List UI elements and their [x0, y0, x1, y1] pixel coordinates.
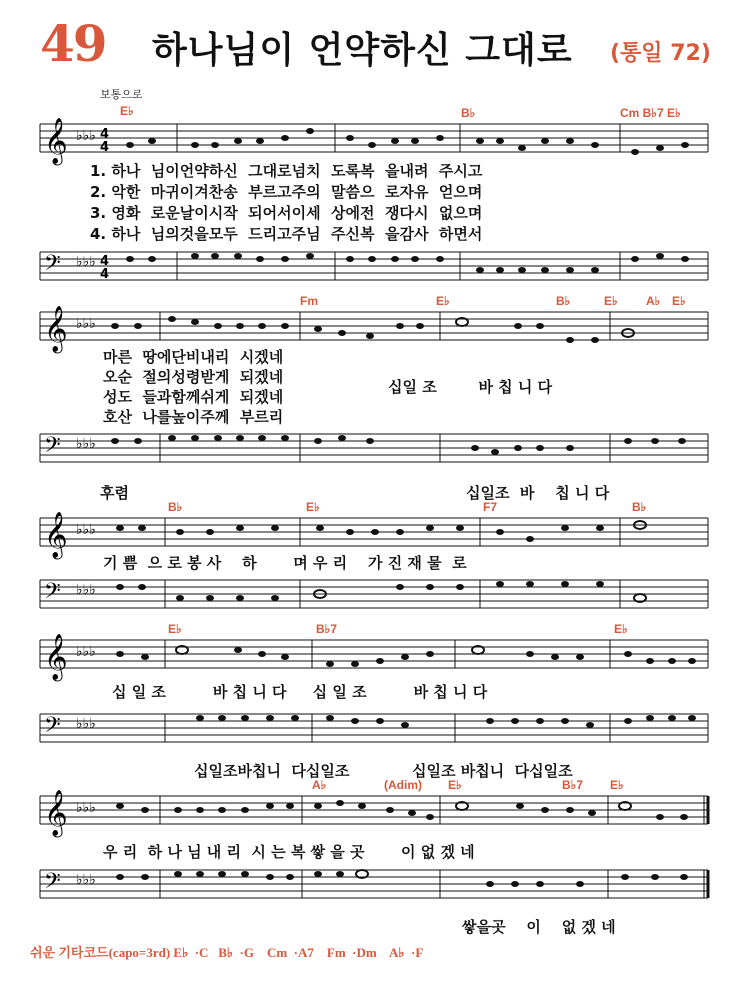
chord-label: E♭	[614, 622, 628, 636]
svg-text:𝄢: 𝄢	[44, 869, 61, 899]
hymn-number: 49	[40, 14, 106, 73]
tempo-marking: 보통으로	[100, 88, 143, 101]
svg-text:♭♭♭: ♭♭♭	[76, 316, 96, 332]
chord-label: F7	[483, 500, 498, 514]
svg-text:♭♭♭: ♭♭♭	[76, 128, 96, 144]
svg-text:♭♭♭: ♭♭♭	[76, 716, 96, 732]
svg-text:𝄞: 𝄞	[44, 512, 68, 558]
verse-1-lyrics: 1. 하나 님이언약하신 그대로넘치 도록복 을내려 주시고	[90, 162, 483, 180]
svg-text:4: 4	[100, 267, 110, 282]
hymn-title: 하나님이 언약하신 그대로	[152, 30, 573, 71]
svg-text:4: 4	[100, 127, 110, 142]
treble-staff-system-4	[0, 634, 750, 684]
svg-text:𝄢: 𝄢	[44, 713, 61, 743]
chord-label: E♭	[306, 500, 320, 514]
chord-label: (Adim)	[384, 778, 422, 792]
svg-text:♭♭♭: ♭♭♭	[76, 800, 96, 816]
svg-text:𝄞: 𝄞	[44, 306, 68, 352]
svg-text:𝄢: 𝄢	[44, 579, 61, 609]
bass-staff-system-5	[0, 866, 750, 906]
verse-2-lyrics-cont: 오순 절의성령받게 되겠네	[103, 368, 284, 386]
chord-label: B♭	[168, 500, 183, 514]
chord-label: E♭	[672, 294, 686, 308]
chord-label: B♭	[461, 106, 476, 120]
chord-label: E♭	[120, 104, 134, 118]
refrain-lyrics: 십일 조 바 칩 니 다	[388, 378, 553, 396]
treble-staff-system-5	[0, 790, 750, 840]
chord-label: Fm	[300, 294, 318, 308]
svg-text:♭♭♭: ♭♭♭	[76, 644, 96, 660]
bass-staff-system-3	[0, 576, 750, 616]
svg-text:♭♭♭: ♭♭♭	[76, 436, 96, 452]
chord-label: E♭	[610, 778, 624, 792]
svg-text:♭♭♭: ♭♭♭	[76, 522, 96, 538]
svg-text:♭♭♭: ♭♭♭	[76, 254, 96, 270]
chord-label: E♭	[168, 622, 182, 636]
chord-label: E♭	[448, 778, 462, 792]
verse-4-lyrics-cont: 호산 나를높이주께 부르리	[103, 408, 284, 426]
verse-3-lyrics-cont: 성도 들과함께쉬게 되겠네	[103, 388, 284, 406]
verse-2-lyrics: 2. 악한 마귀이겨찬송 부르고주의 말씀으 로자유 얻으며	[90, 183, 483, 201]
chord-label: E♭	[436, 294, 450, 308]
refrain-label: 후렴	[100, 484, 129, 502]
svg-text:𝄢: 𝄢	[44, 433, 61, 463]
svg-text:♭♭♭: ♭♭♭	[76, 582, 96, 598]
svg-text:𝄞: 𝄞	[44, 790, 68, 836]
svg-text:4: 4	[100, 140, 110, 155]
bass-staff-system-2	[0, 430, 750, 470]
unified-hymnal-reference: (통일 72)	[610, 41, 711, 66]
refrain-lyrics-line-2: 십 일 조 바 칩 니 다 십 일 조 바 칩 니 다	[112, 683, 488, 701]
chord-label: B♭	[632, 500, 647, 514]
chord-label: B♭7	[562, 778, 583, 792]
svg-text:♭♭♭: ♭♭♭	[76, 872, 96, 888]
guitar-chord-guide: 쉬운 기타코드(capo=3rd) E♭ ·C B♭ ·G Cm ·A7 Fm ·Dm A♭ ·F	[30, 945, 424, 960]
chord-label: E♭	[604, 294, 618, 308]
bass-staff-system-1	[0, 248, 750, 288]
svg-text:𝄢: 𝄢	[44, 251, 61, 281]
refrain-lyrics-line: 기 쁨 으 로 봉 사 하 며 우 리 가 진 재 물 로	[103, 554, 467, 572]
svg-text:4: 4	[100, 254, 110, 269]
verse-3-lyrics: 3. 영화 로운날이시작 되어서이세 상에전 쟁다시 없으며	[90, 204, 483, 222]
chord-label: A♭	[312, 778, 327, 792]
chord-label: A♭	[646, 294, 661, 308]
chord-label: Cm B♭7 E♭	[620, 106, 681, 120]
svg-text:𝄞: 𝄞	[44, 118, 68, 164]
refrain-lyrics-line-3: 우 리 하 나 님 내 리 시 는 복 쌓 을 곳 이 없 겠 네	[103, 843, 475, 861]
lower-voice-lyrics-end: 쌓을곳 이 없 겠 네	[462, 918, 616, 936]
verse-4-lyrics: 4. 하나 님의것을모두 드리고주님 주신복 을감사 하면서	[90, 225, 483, 243]
verse-1-lyrics-cont: 마른 땅에단비내리 시겠네	[103, 348, 284, 366]
bass-staff-system-4	[0, 710, 750, 750]
upper-voice-lyrics: 십일조 바 칩 니 다	[466, 484, 610, 502]
chord-label: B♭7	[316, 622, 337, 636]
svg-text:𝄞: 𝄞	[44, 634, 68, 680]
chord-label: B♭	[556, 294, 571, 308]
lower-voice-lyrics: 십일조바칩니 다십일조 십일조 바칩니 다십일조	[194, 762, 573, 780]
